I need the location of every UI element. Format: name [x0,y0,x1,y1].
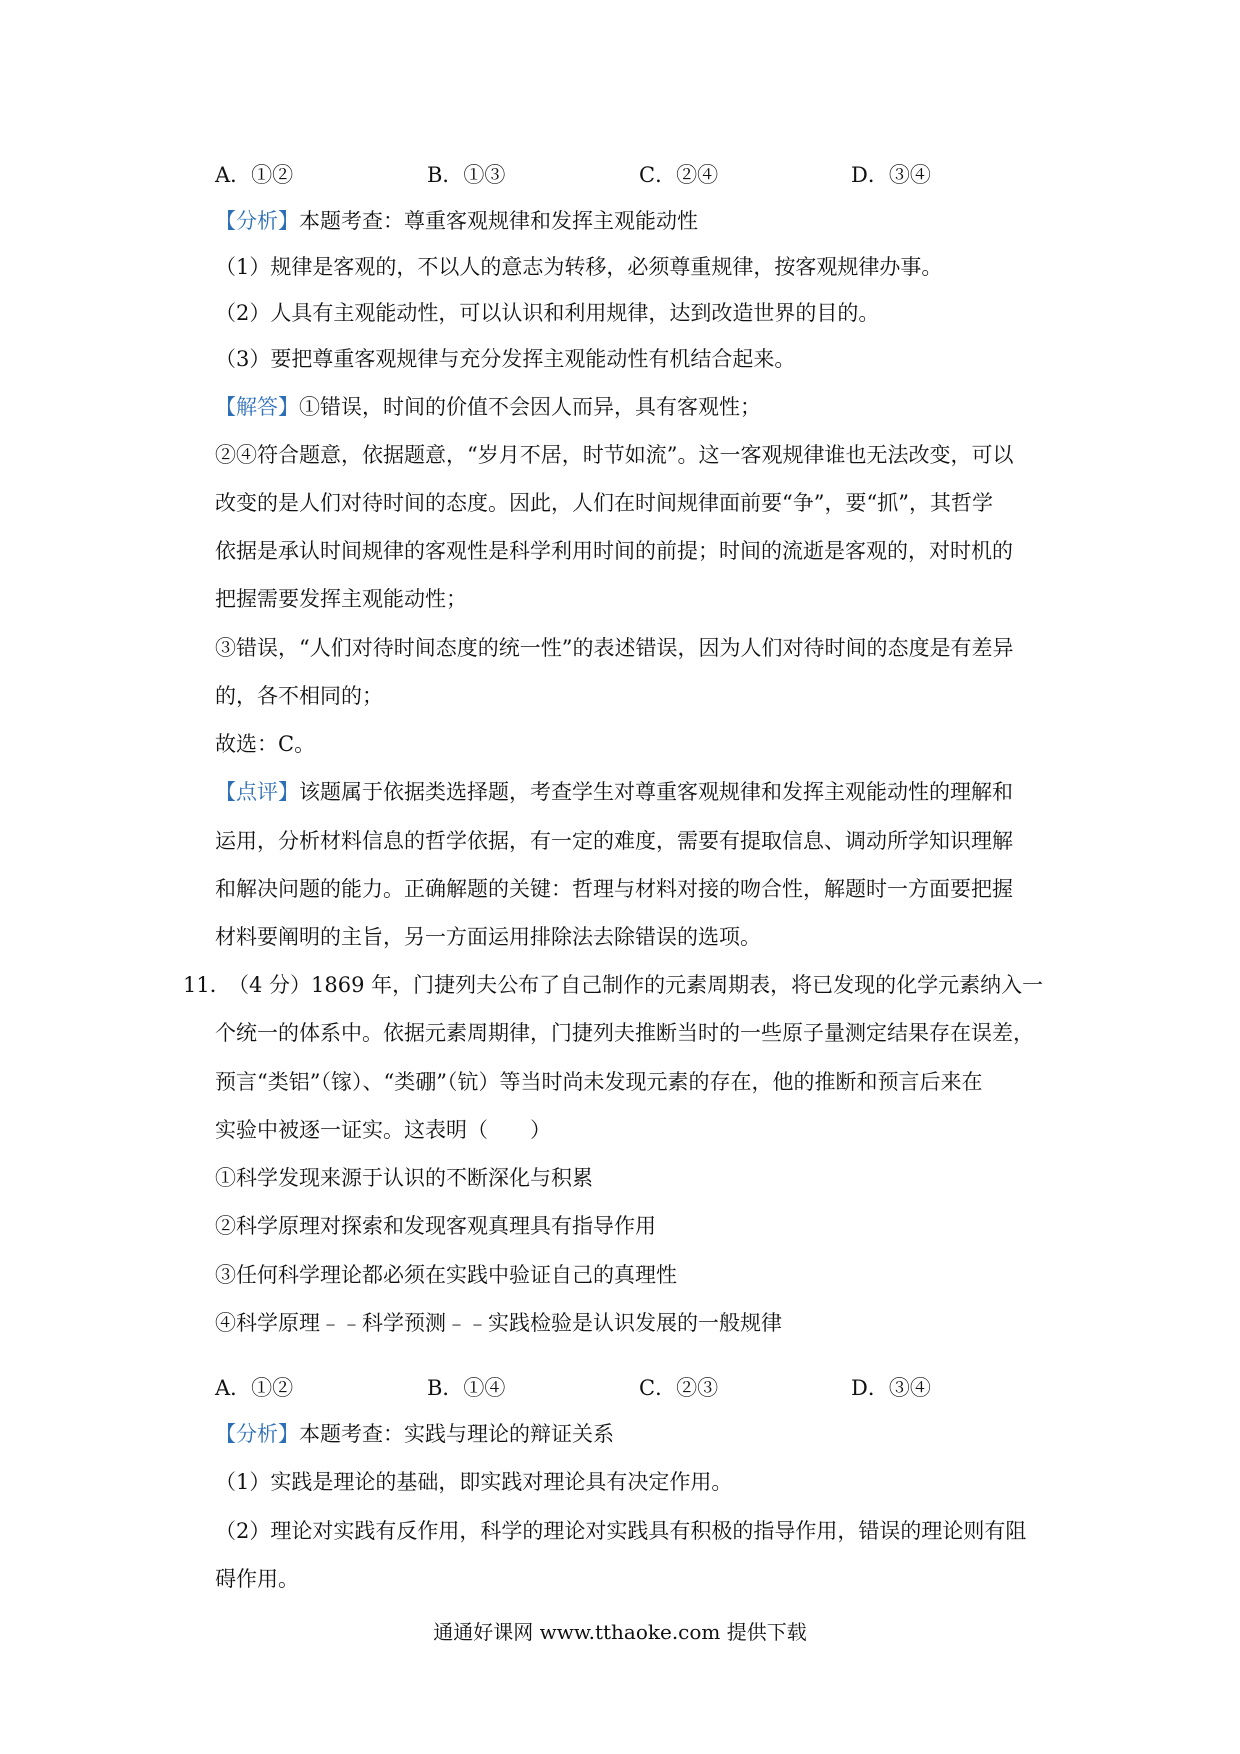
q11-stem-line-1: 个统一的体系中。依据元素周期律，门捷列夫推断当时的一些原子量测定结果存在误差， [215,1021,1034,1045]
q11-option-d: D．③④ [851,1376,931,1400]
q10-answer-line-5: ③错误，“人们对待时间态度的统一性”的表述错误，因为人们对待时间的态度是有差异 [215,636,1014,660]
q10-answer [215,383,1065,432]
q11-analysis-point-2: （2）理论对实践有反作用，科学的理论对实践具有积极的指导作用，错误的理论则有阻 [215,1519,1027,1543]
q11-options [215,1373,1065,1403]
q10-answer-first: ①错误，时间的价值不会因人而异，具有客观性； [299,395,761,419]
q10-options [215,160,1065,190]
page-footer: 通通好课网 www.tthaoke.com 提供下载 [433,1620,807,1644]
q10-comment-line-1: 运用，分析材料信息的哲学依据，有一定的难度，需要有提取信息、调动所学知识理解 [215,829,1013,853]
q10-analysis-text: 本题考查：尊重客观规律和发挥主观能动性 [299,209,698,233]
q11-analysis-point-1: （1）实践是理论的基础，即实践对理论具有决定作用。 [215,1470,733,1494]
q10-comment-line-2: 和解决问题的能力。正确解题的关键：哲理与材料对接的吻合性，解题时一方面要把握 [215,877,1013,901]
q10-answer-line-4: 把握需要发挥主观能动性； [215,587,467,611]
q11-statement-3: ③任何科学理论都必须在实践中验证自己的真理性 [215,1263,677,1287]
q10-option-c: C．②④ [639,163,719,187]
q10-option-a: A．①② [215,163,294,187]
q11-analysis-tag: 【分析】 [215,1422,299,1446]
q11-statement-4: ④科学原理﹣﹣科学预测﹣﹣实践检验是认识发展的一般规律 [215,1311,782,1335]
q10-comment-line-3: 材料要阐明的主旨，另一方面运用排除法去除错误的选项。 [215,925,761,949]
q10-comment-first: 该题属于依据类选择题，考查学生对尊重客观规律和发挥主观能动性的理解和 [299,780,1013,804]
q10-answer-choice: 故选：C。 [215,732,316,756]
q10-analysis-tag: 【分析】 [215,209,299,233]
q10-answer-line-3: 依据是承认时间规律的客观性是科学利用时间的前提；时间的流逝是客观的，对时机的 [215,539,1013,563]
q11-option-c: C．②③ [639,1376,719,1400]
q10-comment-tag: 【点评】 [215,780,299,804]
q11-option-a: A．①② [215,1376,294,1400]
q10-answer-line-1: ②④符合题意，依据题意，“岁月不居，时节如流”。这一客观规律谁也无法改变，可以 [215,443,1014,467]
q11-stem-line-3: 实验中被逐一证实。这表明（ ） [215,1118,551,1142]
q11-option-b: B．①④ [427,1376,506,1400]
q10-answer-line-2: 改变的是人们对待时间的态度。因此，人们在时间规律面前要“争”，要“抓”，其哲学 [215,491,993,515]
q11-analysis-point-3: 碍作用。 [215,1567,299,1591]
q11-statement-1: ①科学发现来源于认识的不断深化与积累 [215,1166,593,1190]
q11-stem-line-2: 预言“类铝”（镓）、“类硼”（钪）等当时尚未发现元素的存在，他的推断和预言后来在 [215,1070,983,1094]
q10-option-d: D．③④ [851,163,931,187]
q11-number: 11． [183,973,231,997]
q10-answer-tag: 【解答】 [215,395,299,419]
q10-analysis [215,197,1065,246]
q10-analysis-point-1: （1）规律是客观的，不以人的意志为转移，必须尊重规律，按客观规律办事。 [215,255,943,279]
q11-statement-2: ②科学原理对探索和发现客观真理具有指导作用 [215,1214,656,1238]
q11-analysis [215,1410,1065,1459]
q10-answer-line-6: 的，各不相同的； [215,684,383,708]
q11-stem-first: （4 分）1869 年，门捷列夫公布了自己制作的元素周期表，将已发现的化学元素纳入一 [228,973,1044,997]
q10-analysis-point-3: （3）要把尊重客观规律与充分发挥主观能动性有机结合起来。 [215,347,796,371]
q10-option-b: B．①③ [427,163,506,187]
q11-analysis-text: 本题考查：实践与理论的辩证关系 [299,1422,614,1446]
q10-comment [215,768,1065,817]
q10-analysis-point-2: （2）人具有主观能动性，可以认识和利用规律，达到改造世界的目的。 [215,301,880,325]
